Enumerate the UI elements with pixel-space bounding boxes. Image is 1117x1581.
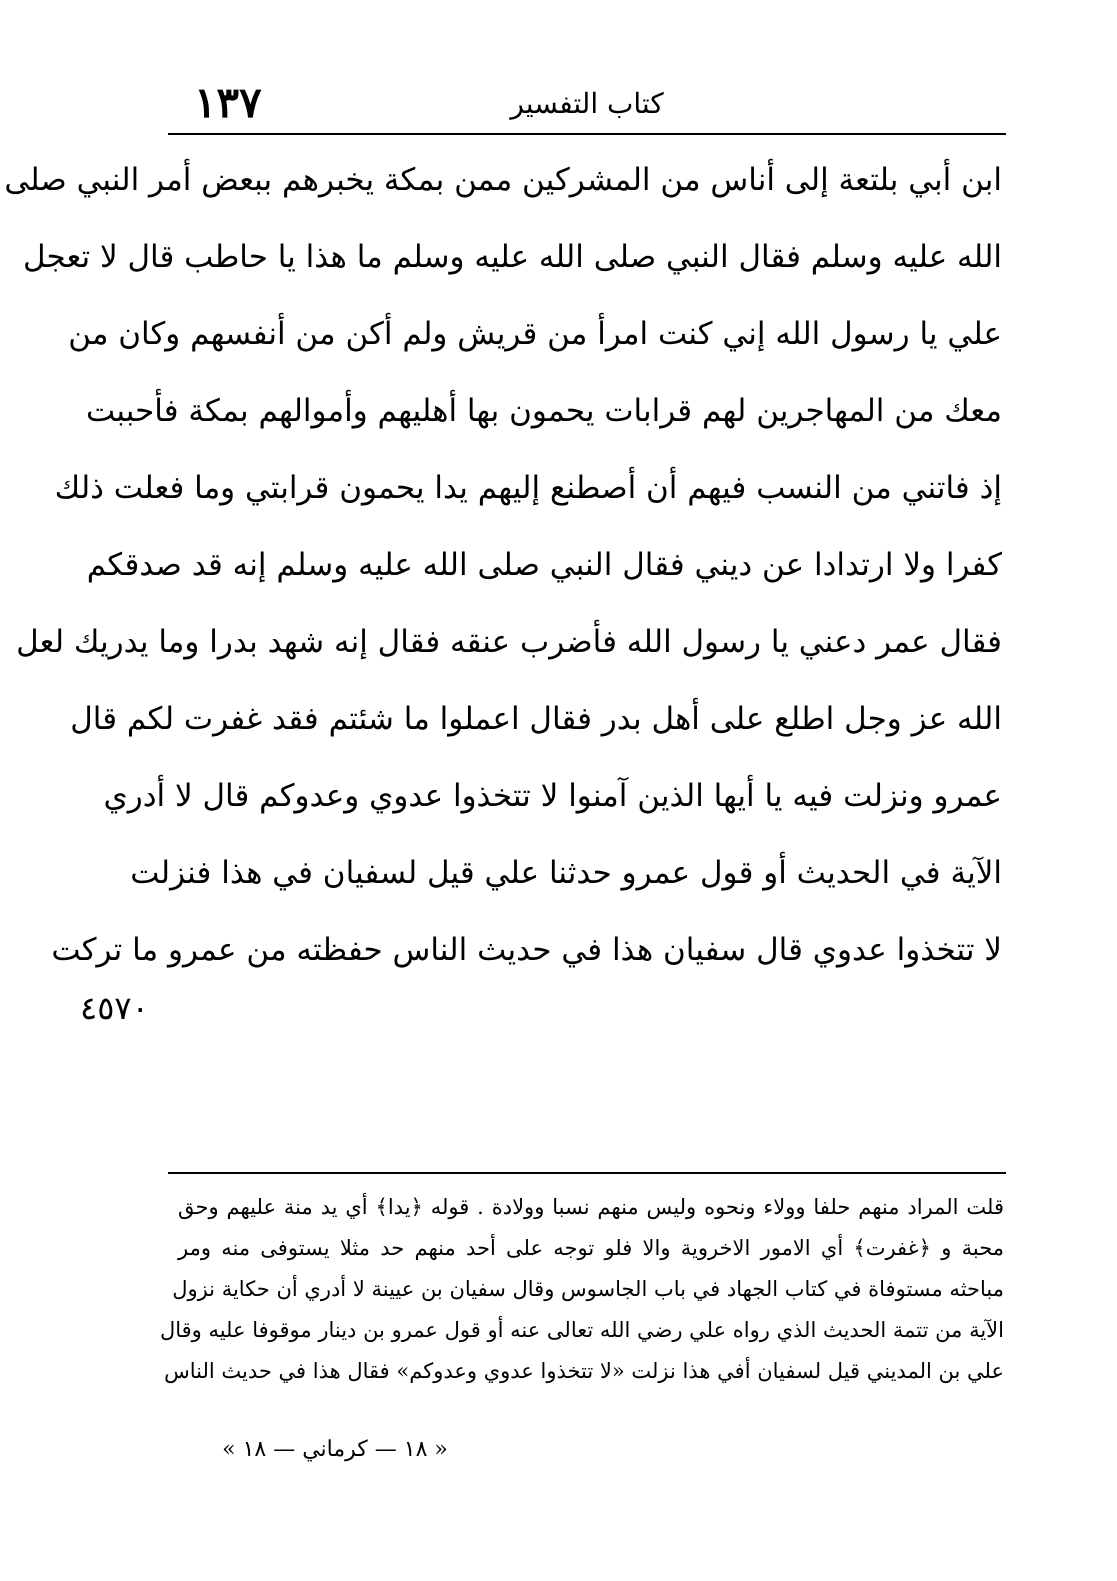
text-line: ابن أبي بلتعة إلى أناس من المشركين ممن بمكة يخبرهم ببعض أمر النبي صلى bbox=[4, 162, 1002, 198]
text-line: علي يا رسول الله إني كنت امرأ من قريش ولم أكن من أنفسهم وكان من bbox=[68, 316, 1002, 352]
footnote-block bbox=[159, 1187, 1004, 1392]
text-line: كفرا ولا ارتدادا عن ديني فقال النبي صلى الله عليه وسلم إنه قد صدقكم bbox=[86, 547, 1002, 583]
footnote-line: مباحثه مستوفاة في كتاب الجهاد في باب الجاسوس وقال سفيان بن عيينة لا أدري أن حكاية نزول bbox=[172, 1277, 1004, 1301]
page-number: ١٣٧ bbox=[194, 78, 262, 127]
text-line: إذ فاتني من النسب فيهم أن أصطنع إليهم يدا يحمون قرابتي وما فعلت ذلك bbox=[54, 470, 1002, 506]
header-divider bbox=[168, 133, 1006, 135]
text-line: معك من المهاجرين لهم قرابات يحمون بها أهليهم وأموالهم بمكة فأحببت bbox=[85, 393, 1002, 429]
hadith-number: ٤٥٧٠ bbox=[80, 989, 149, 1027]
signature-mark: « ١٨ — كرماني — ١٨ » bbox=[222, 1437, 448, 1462]
footnote-line: الآية من تتمة الحديث الذي رواه علي رضي الله تعالى عنه أو قول عمرو بن دينار موقوفا عليه وقال bbox=[159, 1318, 1004, 1342]
footnote-line: علي بن المديني قيل لسفيان أفي هذا نزلت «لا تتخذوا عدوي وعدوكم» فقال هذا في حديث الناس bbox=[164, 1359, 1004, 1383]
main-text-block bbox=[4, 142, 1002, 989]
book-title: كتاب التفسير bbox=[510, 87, 664, 120]
footnote-line: محبة و ﴿غفرت﴾ أي الامور الاخروية والا فلو توجه على أحد منهم حد مثلا يستوفى منه ومر bbox=[178, 1236, 1004, 1260]
text-line: فقال عمر دعني يا رسول الله فأضرب عنقه فقال إنه شهد بدرا وما يدريك لعل bbox=[16, 624, 1002, 660]
text-line: الله عليه وسلم فقال النبي صلى الله عليه وسلم ما هذا يا حاطب قال لا تعجل bbox=[23, 239, 1002, 275]
footnote-divider bbox=[168, 1172, 1006, 1174]
text-line: لا تتخذوا عدوي قال سفيان هذا في حديث الناس حفظته من عمرو ما تركت bbox=[51, 932, 1002, 968]
text-line: عمرو ونزلت فيه يا أيها الذين آمنوا لا تتخذوا عدوي وعدوكم قال لا أدري bbox=[103, 778, 1002, 814]
page-header bbox=[168, 78, 1006, 128]
text-line: الآية في الحديث أو قول عمرو حدثنا علي قيل لسفيان في هذا فنزلت bbox=[130, 855, 1002, 891]
text-line: الله عز وجل اطلع على أهل بدر فقال اعملوا ما شئتم فقد غفرت لكم قال bbox=[70, 701, 1002, 737]
footnote-line: قلت المراد منهم حلفا وولاء ونحوه وليس منهم نسبا وولادة . قوله ﴿يدا﴾ أي يد منة عليهم وحق bbox=[178, 1195, 1004, 1219]
